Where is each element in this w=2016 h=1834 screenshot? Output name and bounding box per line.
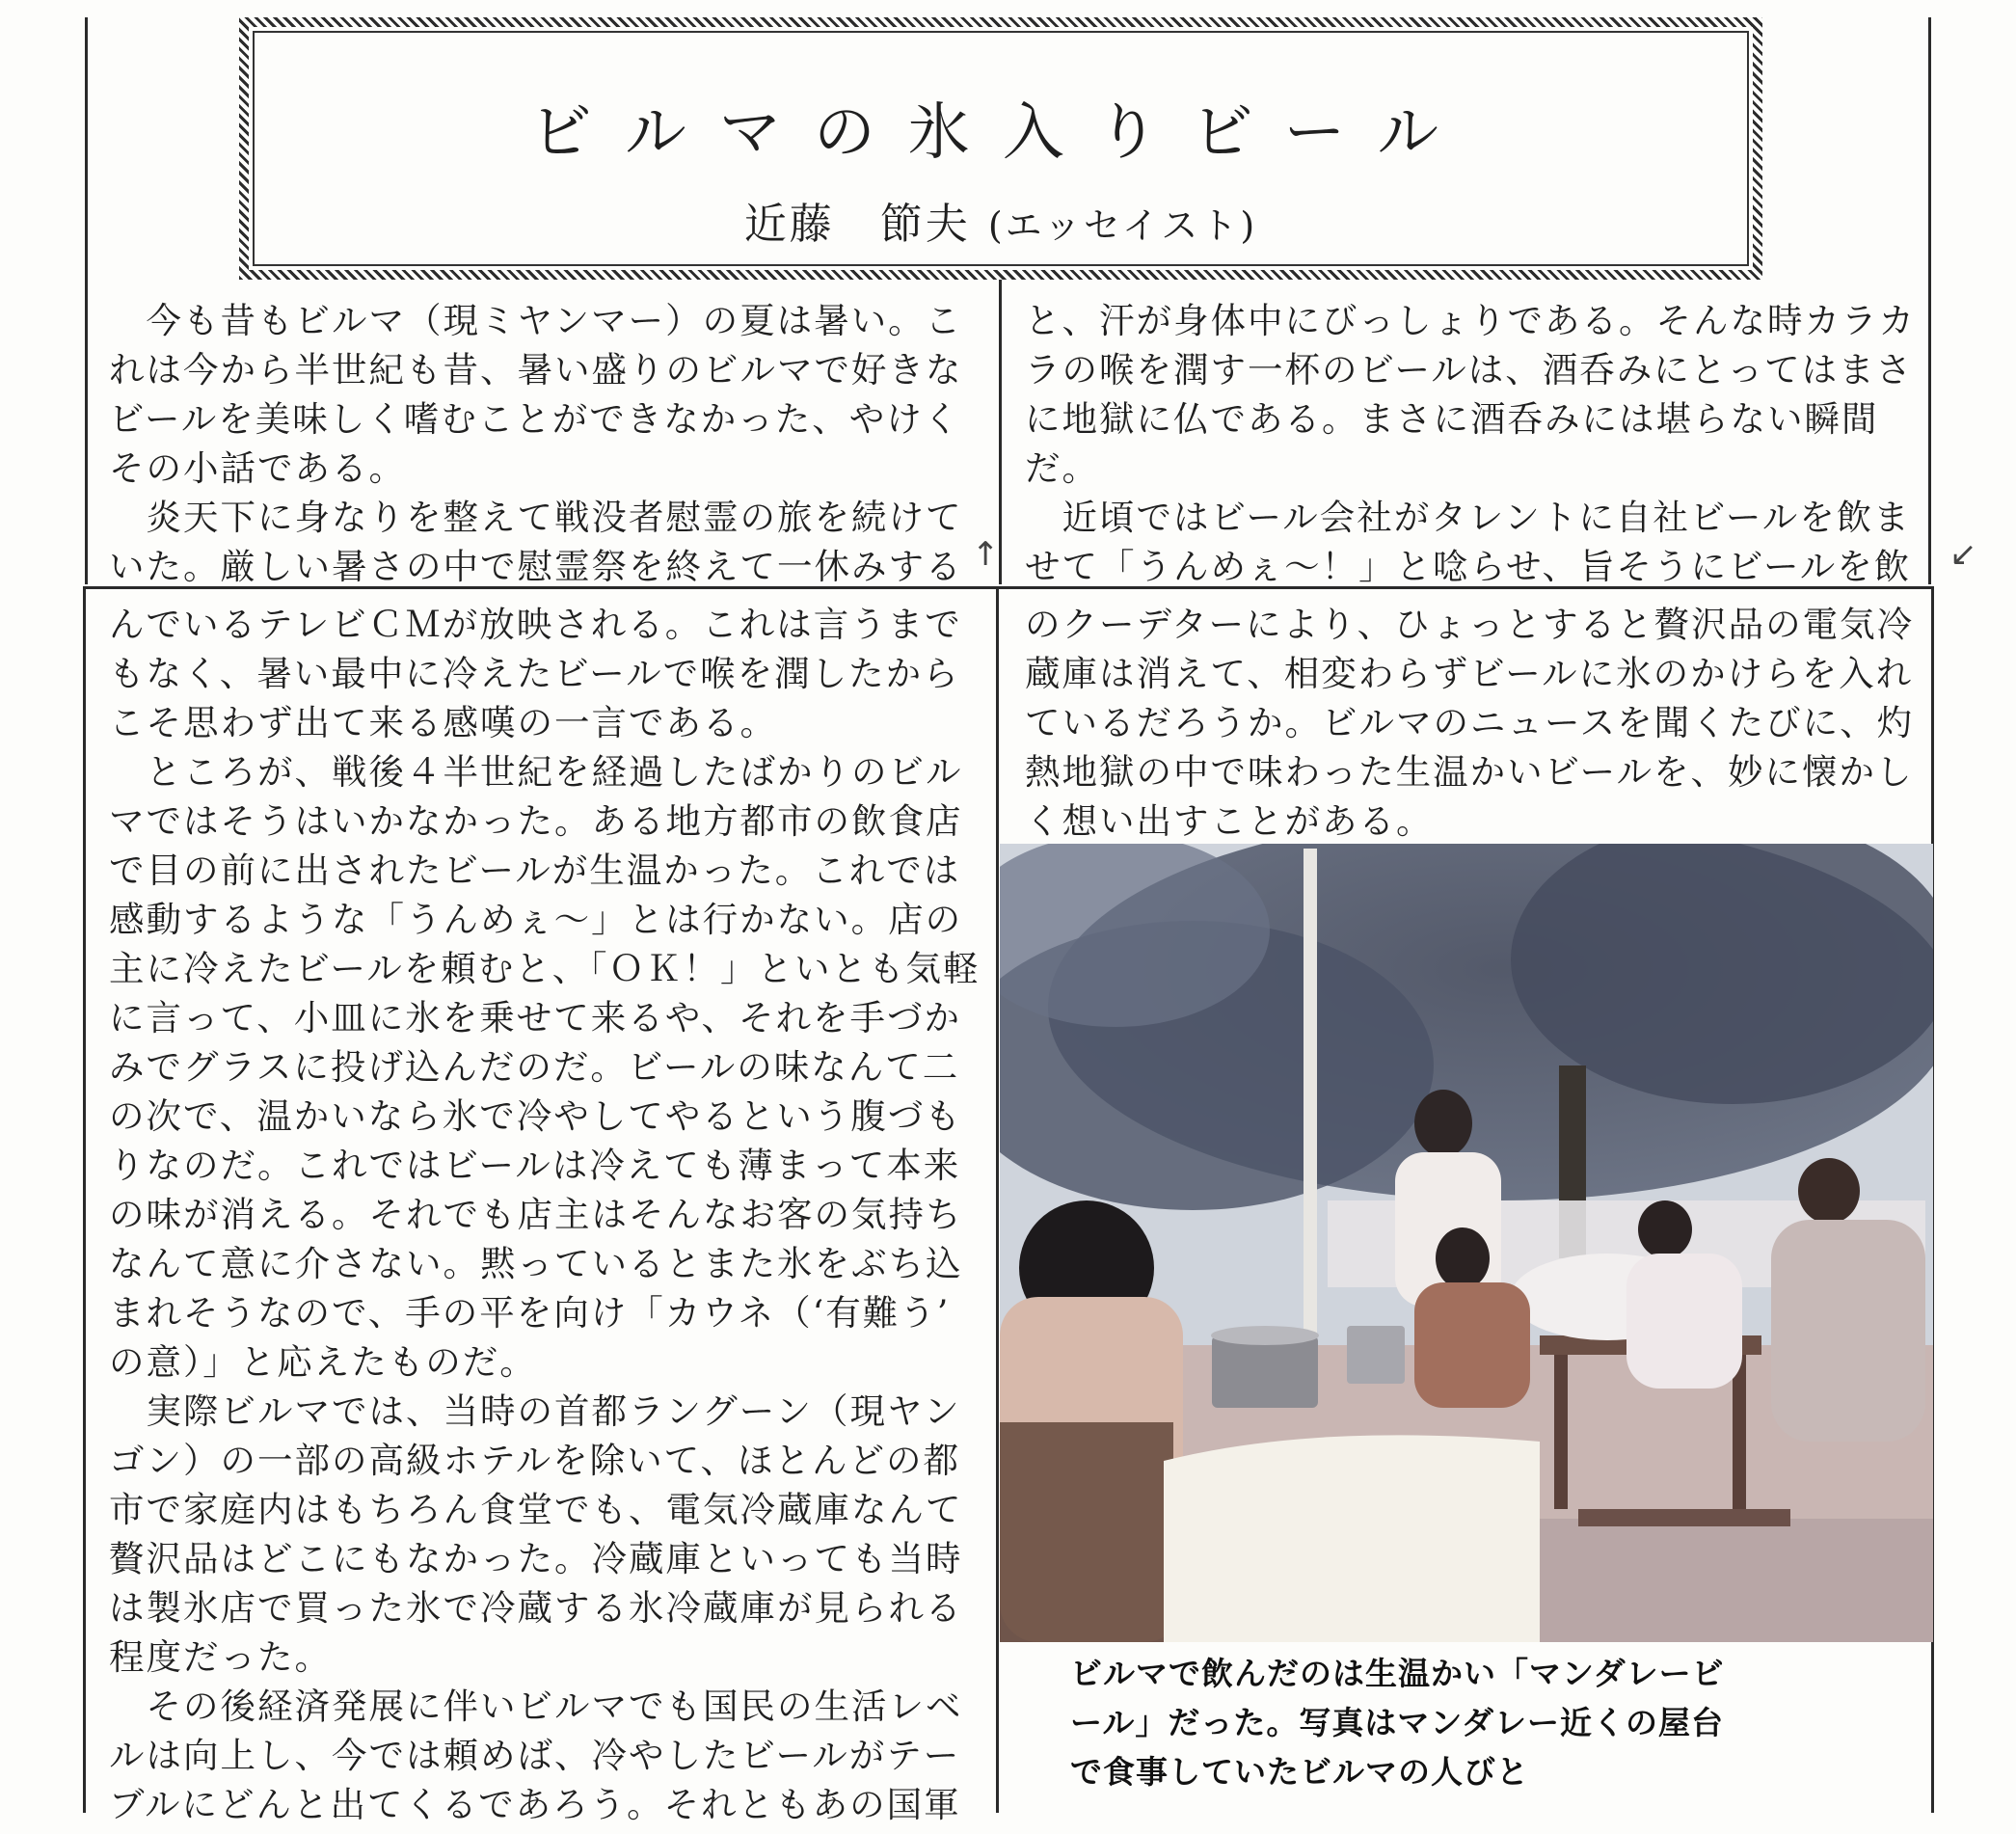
photo-caption: ビルマで飲んだのは生温かい「マンダレービ ール」だった。写真はマンダレー近くの屋台 で食事していたビルマの人びと	[1070, 1655, 1725, 1791]
bottom-frame-left	[83, 586, 86, 1813]
top-frame-right	[1928, 17, 1931, 584]
pasteup-arrow-up-mark: ↑	[972, 535, 1000, 574]
top-frame-left	[85, 17, 88, 584]
bottom-column-divider	[996, 586, 999, 1813]
text-column-bottom-left: んでいるテレビＣＭが放映される。これは言うまで もなく、暑い最中に冷えたビールで喉を潤したから こそ思わず出て来る感嘆の一言である。 ところが、戦後４半世紀を経過したばかりのビル マではそうはいかなかった。ある地方都市の飲食店 で目の前に出されたビールが生温かった。これでは 感動するような「うんめぇ～」とは行かない。店の 主に冷えたビールを頼むと、「ＯＫ！」といとも気軽 に言って、小皿に氷を乗せて来るや、それを手づか みでグラスに投げ込んだのだ。ビールの味なんて二 の次で、温かいなら氷で冷やしてやるという腹づも りなのだ。これではビールは冷えても薄まって本来 の味が消える。それでも店主はそんなお客の気持ち なんて意に介さない。黙っているとまた氷をぶち込 まれそうなので、手の平を向け「カウネ（‘有難う’ の意）」と応えたものだ。 実際ビルマでは、当時の首都ラングーン（現ヤン ゴン）の一部の高級ホテルを除いて、ほとんどの都 市で家庭内はもちろん食堂でも、電気冷蔵庫なんて 贅沢品はどこにもなかった。冷蔵庫といっても当時 は製氷店で買った氷で冷蔵する氷冷蔵庫が見られる 程度だった。 その後経済発展に伴いビルマでも国民の生活レベ ルは向上し、今では頼めば、冷やしたビールがテー ブルにどんと出てくるであろう。それともあの国軍	[109, 604, 981, 1825]
byline	[249, 189, 1753, 251]
title-box	[239, 17, 1762, 280]
text-column-bottom-right: のクーデターにより、ひょっとすると贅沢品の電気冷 蔵庫は消えて、相変わらずビールに氷のかけらを入れ ているだろうか。ビルマのニュースを聞くたびに、灼 熱地獄の中で味わった生温かいビールを、妙に懐かし く想い出すことがある。	[1025, 604, 1915, 842]
author-role: (エッセイスト)	[987, 204, 1258, 247]
article-title: ビルマの氷入りビール	[529, 97, 1472, 169]
text-column-top-right: と、汗が身体中にびっしょりである。そんな時カラカ ラの喉を潤す一杯のビールは、酒呑みにとってはまさ に地獄に仏である。まさに酒呑みには堪らない瞬間 だ。 近頃ではビール会社がタレントに自社ビールを飲ま せて「うんめぇ～！」と唸らせ、旨そうにビールを飲	[1025, 300, 1916, 587]
photo-illustration	[1000, 844, 1933, 1642]
author-name: 近藤 節夫	[743, 200, 971, 249]
text-column-top-left: 今も昔もビルマ（現ミヤンマー）の夏は暑い。こ れは今から半世紀も昔、暑い盛りのビルマで好きな ビールを美味しく嗜むことができなかった、やけく その小話である。 炎天下に身なりを整えて戦没者慰霊の旅を続けて いた。厳しい暑さの中で慰霊祭を終えて一休みする	[109, 300, 963, 587]
street-stall-photo	[1000, 844, 1933, 1642]
pasteup-arrow-down-left-mark: ↙	[1949, 535, 1977, 574]
